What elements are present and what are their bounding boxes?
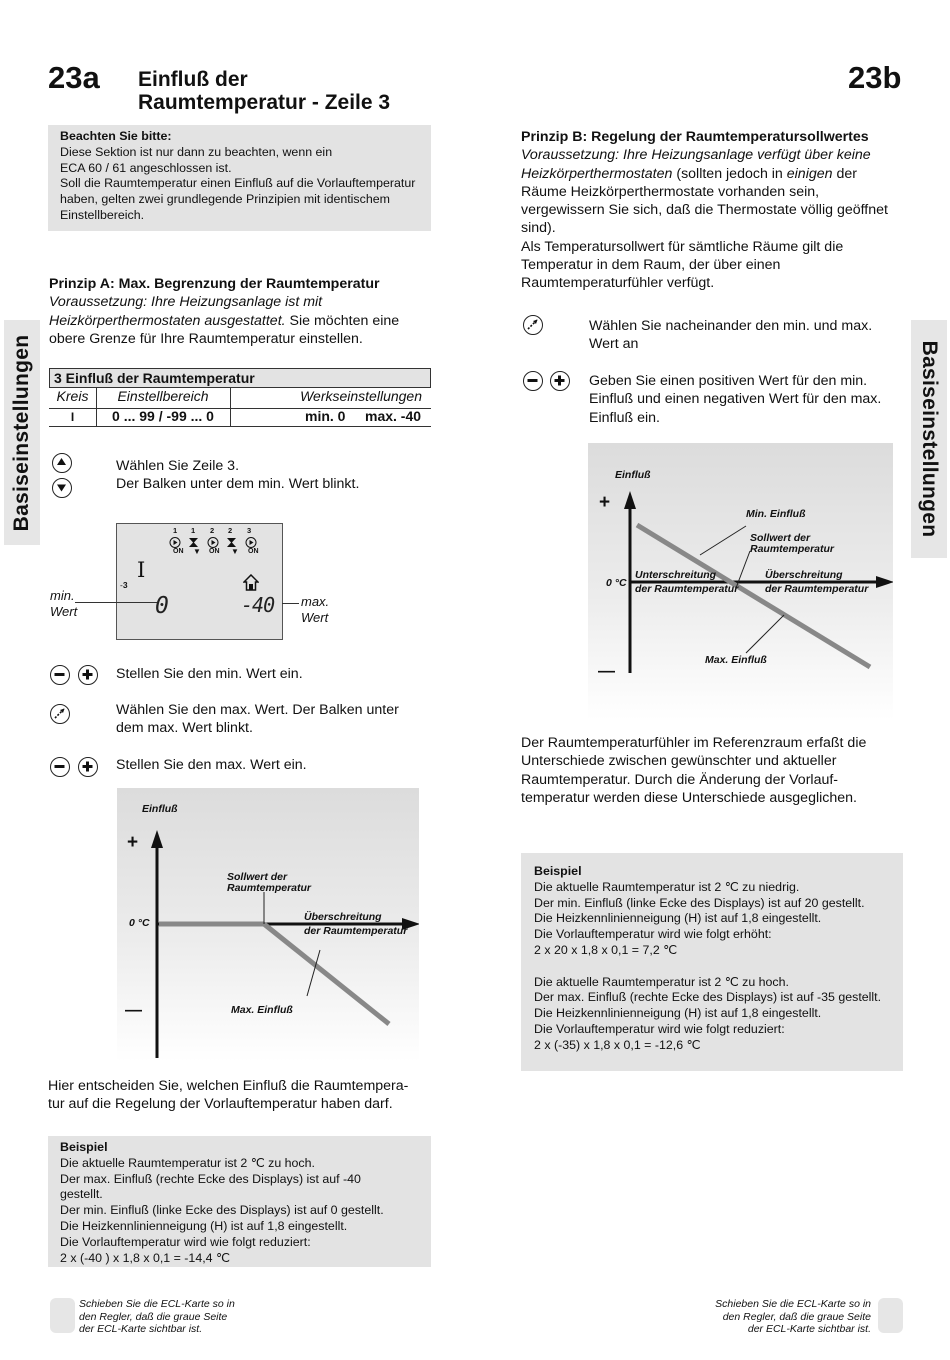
step-set-min: Stellen Sie den min. Wert ein. xyxy=(116,666,303,682)
page-number-left: 23a xyxy=(48,60,100,95)
page-title xyxy=(138,68,390,114)
note-line: Einstellbereich. xyxy=(60,207,145,222)
label-text: der Raumtemperatur xyxy=(304,925,408,937)
label-text: Raumtemperatur xyxy=(750,543,835,555)
example-line: Die aktuelle Raumtemperatur ist 2 ℃ zu hoch. xyxy=(534,974,789,989)
footer-text: der ECL-Karte sichtbar ist. xyxy=(747,1323,871,1335)
graph-a-max-label: Max. Einfluß xyxy=(231,1004,293,1016)
principle-b-text: einigen xyxy=(786,165,833,182)
lcd-min-value: 0 xyxy=(155,593,169,619)
example-line: Die Heizkennlinienneigung (H) ist auf 1,8 eingestellt. xyxy=(534,1006,822,1021)
lcd-display: 1 1 2 2 3 ON ▼ ON ▼ ON I -3 0 -40 xyxy=(116,523,283,640)
para-text: Unterschiede zwischen gewünschter und aktueller xyxy=(521,753,837,770)
lcd-num: 1 xyxy=(173,526,178,535)
col-kreis: Kreis xyxy=(56,388,89,404)
principle-a-text: Heizkörperthermostaten ausgestattet. xyxy=(49,312,286,329)
lcd-on: ON xyxy=(248,548,259,555)
next-value-icon xyxy=(523,315,543,335)
lcd-on: ON xyxy=(209,548,220,555)
principle-a-text: Voraussetzung: Ihre Heizungsanlage ist mit xyxy=(49,294,323,311)
principle-b xyxy=(521,128,906,293)
footer-text: Schieben Sie die ECL-Karte so in xyxy=(79,1298,235,1310)
principle-a-heading: Prinzip A: Max. Begrenzung der Raumtemperatur xyxy=(49,276,380,292)
settings-table-title: 3 Einfluß der Raumtemperatur xyxy=(49,368,431,388)
principle-b-text: (sollten jedoch in xyxy=(672,165,787,182)
cell-range: 0 ... 99 / -99 ... 0 xyxy=(112,408,214,424)
label-text: Überschreitung xyxy=(304,911,382,923)
graph-a-zero: 0 °C xyxy=(129,917,150,929)
footer-tab-right xyxy=(878,1298,903,1333)
footer-text: den Regler, daß die graue Seite xyxy=(722,1310,871,1323)
step-text: Einfluß ein. xyxy=(589,409,660,426)
lcd-line-value: 3 xyxy=(122,580,128,590)
lcd-line-number: -3 xyxy=(120,580,128,590)
graph-b-sollwert xyxy=(750,533,834,555)
example-line: Der min. Einfluß (linke Ecke des Displays) ist auf 0 gestellt. xyxy=(60,1203,384,1218)
page-number-right: 23b xyxy=(848,60,902,95)
principle-b-text: Raumtemperaturfühler verfügt. xyxy=(521,275,715,292)
example-a xyxy=(48,1136,431,1267)
side-tab-right-label: Basiseinstellungen xyxy=(918,340,941,538)
step-text: Wert an xyxy=(589,336,639,353)
note-line: haben, gelten zwei grundlegende Prinzipien mit identischem xyxy=(60,192,390,207)
settings-table xyxy=(49,368,431,428)
side-tab-right xyxy=(911,320,947,558)
label-text: Raumtemperatur xyxy=(227,882,312,894)
lcd-min-label xyxy=(50,588,77,620)
footer-text: der ECL-Karte sichtbar ist. xyxy=(79,1323,203,1335)
lcd-min-pointer xyxy=(75,602,157,603)
plus-icon xyxy=(550,371,570,391)
arrow-up-icon xyxy=(52,453,72,473)
principle-b-text: sind). xyxy=(521,220,556,237)
label-text: Sollwert der xyxy=(750,532,811,544)
arrow-down-icon xyxy=(52,478,72,498)
label-text: min. xyxy=(50,588,75,603)
example-line: Die Vorlauftemperatur wird wie folgt erhöht: xyxy=(534,927,772,942)
label-text: Sollwert der xyxy=(227,871,288,883)
lcd-num: 3 xyxy=(247,526,252,535)
example-line: Die Vorlauftemperatur wird wie folgt reduziert: xyxy=(534,1021,785,1036)
footer-tab-left xyxy=(50,1298,75,1333)
principle-b-text: der xyxy=(832,165,857,182)
graph-a-minus: — xyxy=(125,1000,142,1019)
step-text: Einfluß und einen negativen Wert für den max. xyxy=(589,391,882,408)
principle-b-text: Temperatur in dem Raum, der über einen xyxy=(521,257,781,274)
graph-b-zero: 0 °C xyxy=(606,577,627,589)
title-line-2: Raumtemperatur - Zeile 3 xyxy=(138,91,391,114)
next-value-icon xyxy=(50,704,70,724)
example-line: Die Heizkennlinienneigung (H) ist auf 1,8 eingestellt. xyxy=(534,911,822,926)
step-b-select xyxy=(589,317,872,354)
note-line: Soll die Raumtemperatur einen Einfluß auf die Vorlauftemperatur xyxy=(60,176,416,191)
example-line: Der max. Einfluß (rechte Ecke des Displays) ist auf -40 xyxy=(60,1171,361,1186)
graph-a xyxy=(117,788,419,1062)
col-factory: Werkseinstellungen xyxy=(300,388,422,404)
col-range: Einstellbereich xyxy=(117,388,209,404)
step-text: Wählen Sie den max. Wert. Der Balken unter xyxy=(116,702,399,718)
label-text: Überschreitung xyxy=(765,569,843,581)
principle-a-text: obere Grenze für Ihre Raumtemperatur einstellen. xyxy=(49,330,363,347)
minus-icon xyxy=(50,757,70,777)
lcd-on: ON xyxy=(173,548,184,555)
graph-b-min-label: Min. Einfluß xyxy=(746,508,806,520)
step-text: Der Balken unter dem min. Wert blinkt. xyxy=(116,476,360,493)
label-text: der Raumtemperatur xyxy=(635,583,739,595)
graph-a-sollwert xyxy=(227,872,311,894)
label-text: max. xyxy=(301,594,330,609)
label-text: der Raumtemperatur xyxy=(765,583,869,595)
example-line xyxy=(534,959,891,975)
minus-icon xyxy=(523,371,543,391)
example-line: 2 x (-35) x 1,8 x 0,1 = -12,6 ℃ xyxy=(534,1037,701,1052)
example-a-heading: Beispiel xyxy=(60,1140,108,1154)
note-line: Diese Sektion ist nur dann zu beachten, wenn ein xyxy=(60,144,333,159)
step-text: Wählen Sie Zeile 3. xyxy=(116,458,240,474)
step-select-row xyxy=(116,457,359,494)
example-line: gestellt. xyxy=(60,1187,103,1202)
para-text: Der Raumtemperaturfühler im Referenzraum erfaßt die xyxy=(521,735,867,751)
example-line: Die aktuelle Raumtemperatur ist 2 ℃ zu niedrig. xyxy=(534,879,800,894)
para-text: Raumtemperatur. Durch die Änderung der Vorlauf- xyxy=(521,771,839,788)
principle-a-text: Sie möchten eine xyxy=(285,312,400,329)
lcd-num: 2 xyxy=(228,526,233,535)
graph-a-ylabel: Einfluß xyxy=(142,803,178,815)
para-text: temperatur werden diese Unterschiede ausgeglichen. xyxy=(521,789,857,806)
lcd-max-value: -40 xyxy=(241,593,275,617)
plus-icon xyxy=(78,665,98,685)
example-line: Der min. Einfluß (linke Ecke des Displays) ist auf 20 gestellt. xyxy=(534,895,865,910)
example-b-heading: Beispiel xyxy=(534,864,582,878)
para-text: tur auf die Regelung der Vorlauftemperatur haben darf. xyxy=(48,1096,393,1113)
note-box xyxy=(48,125,431,231)
house-icon xyxy=(243,574,259,591)
graph-b-plus: + xyxy=(599,492,611,513)
example-b xyxy=(521,853,903,1071)
lcd-circuit: I xyxy=(137,558,146,582)
cell-factory-min: min. 0 xyxy=(305,408,346,424)
para-text: Hier entscheiden Sie, welchen Einfluß die Raumtempera- xyxy=(48,1078,409,1094)
step-b-set xyxy=(589,372,881,427)
lcd-num: 1 xyxy=(191,526,196,535)
footer-right xyxy=(690,1298,871,1336)
step-set-max: Stellen Sie den max. Wert ein. xyxy=(116,757,307,773)
cell-kreis: I xyxy=(70,410,75,424)
step-select-max xyxy=(116,701,399,738)
label-text: Unterschreitung xyxy=(635,569,717,581)
footer-left xyxy=(79,1298,235,1336)
principle-a xyxy=(49,275,439,348)
step-text: dem max. Wert blinkt. xyxy=(116,720,253,737)
note-line: ECA 60 / 61 angeschlossen ist. xyxy=(60,160,232,175)
principle-b-text: Heizkörperthermostaten xyxy=(521,165,673,182)
minus-icon xyxy=(50,665,70,685)
footer-text: den Regler, daß die graue Seite xyxy=(79,1310,228,1323)
graph-b-under xyxy=(635,570,738,595)
lcd-max-label xyxy=(301,594,329,626)
principle-b-text: Voraussetzung: Ihre Heizungsanlage verfügt über keine xyxy=(521,147,871,164)
side-tab-left-label: Basiseinstellungen xyxy=(10,334,33,531)
note-heading: Beachten Sie bitte: xyxy=(60,129,172,143)
para-b xyxy=(521,734,866,807)
principle-b-text: vergewissern Sie sich, daß die Thermostate völlig geöffnet xyxy=(521,202,888,219)
example-line: Die aktuelle Raumtemperatur ist 2 ℃ zu hoch. xyxy=(60,1155,315,1170)
example-line: Der max. Einfluß (rechte Ecke des Displays) ist auf -35 gestellt. xyxy=(534,990,882,1005)
para-a xyxy=(48,1077,408,1114)
label-text: Wert xyxy=(301,610,329,625)
principle-b-heading: Prinzip B: Regelung der Raumtemperatursollwertes xyxy=(521,129,869,145)
cell-factory-max: max. -40 xyxy=(365,408,422,424)
step-text: Wählen Sie nacheinander den min. und max. xyxy=(589,318,873,334)
graph-a-plus: + xyxy=(127,832,139,853)
lcd-max-pointer xyxy=(282,603,299,604)
example-line: Die Vorlauftemperatur wird wie folgt reduziert: xyxy=(60,1234,311,1249)
title-line-1: Einfluß der xyxy=(138,68,248,91)
graph-b-ylabel: Einfluß xyxy=(615,469,651,481)
graph-a-over xyxy=(304,912,407,937)
graph-b-minus: — xyxy=(598,661,615,680)
lcd-num: 2 xyxy=(210,526,215,535)
footer-text: Schieben Sie die ECL-Karte so in xyxy=(715,1298,871,1310)
label-text: Wert xyxy=(50,604,78,619)
step-text: Geben Sie einen positiven Wert für den min. xyxy=(589,373,868,389)
graph-b-over xyxy=(765,570,868,595)
principle-b-text: Räume Heizkörperthermostate vorhanden sein, xyxy=(521,183,820,200)
example-line: 2 x 20 x 1,8 x 0,1 = 7,2 ℃ xyxy=(534,942,678,957)
graph-b xyxy=(588,443,893,720)
side-tab-left xyxy=(4,320,40,545)
graph-b-max-label: Max. Einfluß xyxy=(705,654,767,666)
example-line: Die Heizkennlinienneigung (H) ist auf 1,8 eingestellt. xyxy=(60,1218,348,1233)
example-line: 2 x (-40 ) x 1,8 x 0,1 = -14,4 ℃ xyxy=(60,1250,230,1265)
plus-icon xyxy=(78,757,98,777)
principle-b-text: Als Temperatursollwert für sämtliche Räume gilt die xyxy=(521,238,844,255)
